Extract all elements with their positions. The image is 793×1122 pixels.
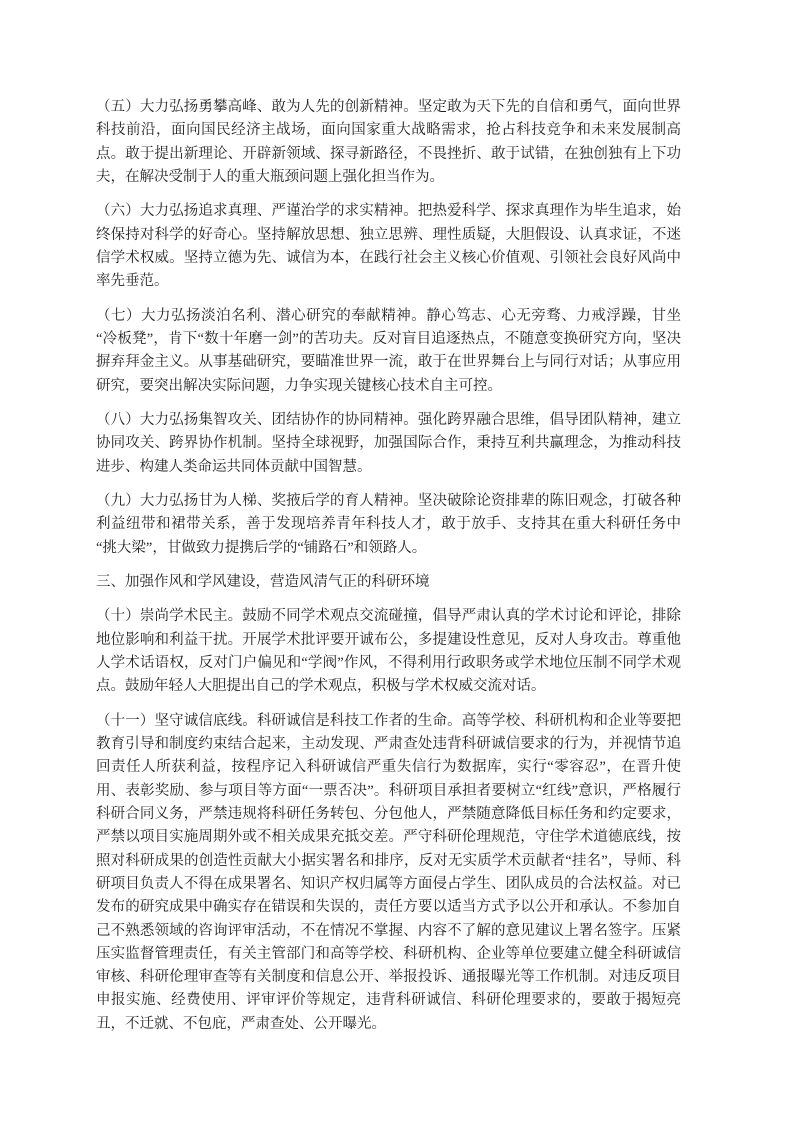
section-3-heading: 三、加强作风和学风建设，营造风清气正的科研环境 (96, 573, 430, 590)
document-paragraph-clause-5: （五）大力弘扬勇攀高峰、敢为人先的创新精神。坚定敢为天下先的自信和勇气，面向世界科技前沿，面向国民经济主战场，面向国家重大战略需求，抢占科技竞争和未来发展制高点。敢于提出新理论、开辟新领域、探寻新路径，不畏挫折、敢于试错，在独创独有上下功夫，在解决受制于人的重大瓶颈问题上强化担当作为。 (96, 99, 681, 185)
document-paragraph-clause-11: （十一）坚守诚信底线。科研诚信是科技工作者的生命。高等学校、科研机构和企业等要把教育引导和制度约束结合起来，主动发现、严肃查处违背科研诚信要求的行为，并视情节追回责任人所获利益，按程序记入科研诚信严重失信行为数据库，实行“零容忍”，在晋升使用、表彰奖励、参与项目等方面“一票否决”。科研项目承担者要树立“红线”意识，严格履行科研合同义务，严禁违规将科研任务转包、分包他人，严禁随意降低目标任务和约定要求，严禁以项目实施周期外或不相关成果充抵交差。严守科研伦理规范，守住学术道德底线，按照对科研成果的创造性贡献大小据实署名和排序，反对无实质学术贡献者“挂名”，导师、科研项目负责人不得在成果署名、知识产权归属等方面侵占学生、团队成员的合法权益。对已发布的研究成果中确实存在错误和失误的，责任方要以适当方式予以公开和承认。不参加自己不熟悉领域的咨询评审活动，不在情况不掌握、内容不了解的意见建议上署名签字。压紧压实监督管理责任，有关主管部门和高等学校、科研机构、企业等单位要建立健全科研诚信审核、科研伦理审查等有关制度和信息公开、举报投诉、通报曝光等工作机制。对违反项目申报实施、经费使用、评审评价等规定，违背科研诚信、科研伦理要求的，要敢于揭短亮丑，不迁就、不包庇，严肃查处、公开曝光。 (96, 712, 681, 1032)
document-paragraph-clause-8: （八）大力弘扬集智攻关、团结协作的协同精神。强化跨界融合思维，倡导团队精神，建立协同攻关、跨界协作机制。坚持全球视野，加强国际合作，秉持互利共赢理念，为推动科技进步、构建人类命运共同体贡献中国智慧。 (96, 411, 681, 475)
document-paragraph-clause-7: （七）大力弘扬淡泊名利、潜心研究的奉献精神。静心笃志、心无旁骛、力戒浮躁，甘坐“冷板凳”，肯下“数十年磨一剑”的苦功夫。反对盲目追逐热点，不随意变换研究方向，坚决摒弃拜金主义。从事基础研究，要瞄准世界一流，敢于在世界舞台上与同行对话；从事应用研究，要突出解决实际问题，力争实现关键核心技术自主可控。 (96, 307, 681, 394)
document-paragraph-clause-9: （九）大力弘扬甘为人梯、奖掖后学的育人精神。坚决破除论资排辈的陈旧观念，打破各种利益纽带和裙带关系，善于发现培养青年科技人才，敢于放手、支持其在重大科研任务中“挑大梁”，甘做致力提携后学的“铺路石”和领路人。 (96, 492, 681, 556)
document-paragraph-clause-6: （六）大力弘扬追求真理、严谨治学的求实精神。把热爱科学、探求真理作为毕生追求，始终保持对科学的好奇心。坚持解放思想、独立思辨、理性质疑，大胆假设、认真求证，不迷信学术权威。坚持立德为先、诚信为本，在践行社会主义核心价值观、引领社会良好风尚中率先垂范。 (96, 203, 681, 290)
document-paragraph-clause-10: （十）崇尚学术民主。鼓励不同学术观点交流碰撞，倡导严肃认真的学术讨论和评论，排除地位影响和利益干扰。开展学术批评要开诚布公，多提建设性意见，反对人身攻击。尊重他人学术话语权，反对门户偏见和“学阀”作风，不得利用行政职务或学术地位压制不同学术观点。鼓励年轻人大胆提出自己的学术观点，积极与学术权威交流对话。 (96, 608, 681, 695)
document-body (96, 96, 681, 1036)
